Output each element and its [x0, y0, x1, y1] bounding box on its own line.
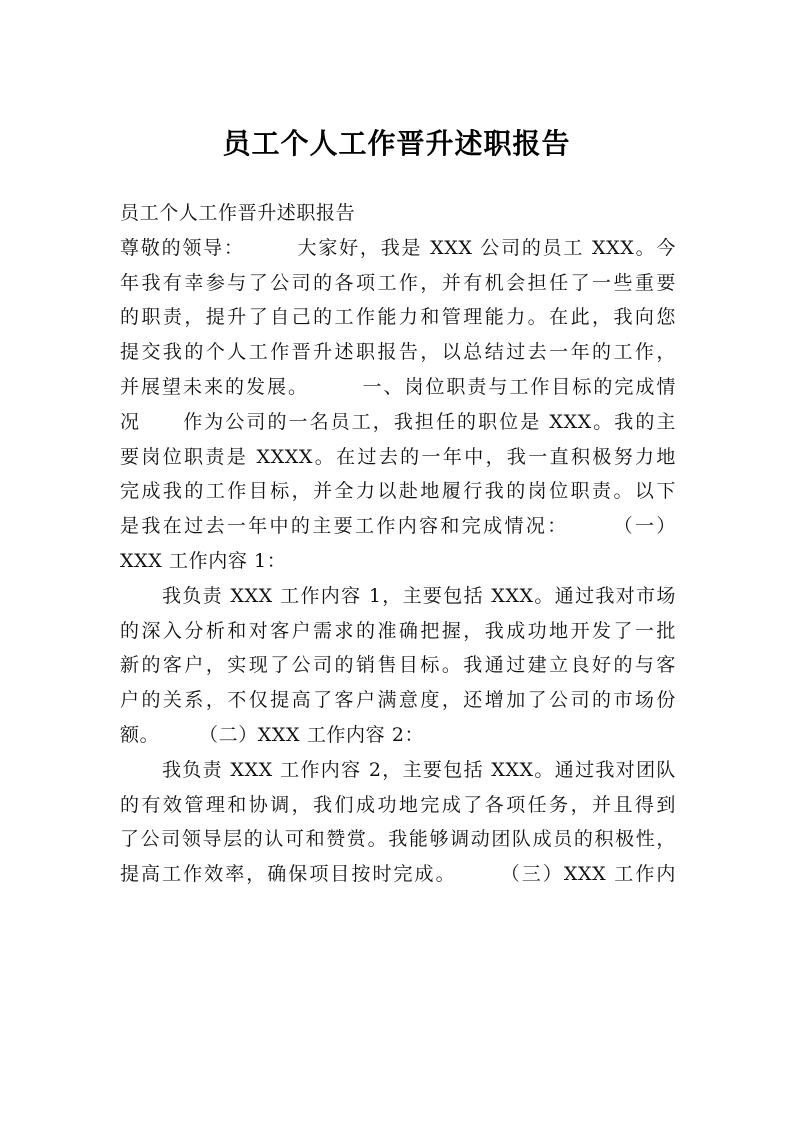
- body-line: 了公司领导层的认可和赞赏。我能够调动团队成员的积极性，: [120, 828, 676, 851]
- body-line: 我负责 XXX 工作内容 1，主要包括 XXX。通过我对市场: [162, 584, 676, 607]
- body-line: XXX 工作内容 1：: [120, 549, 287, 572]
- document-body: [120, 196, 676, 892]
- body-line: 员工个人工作晋升述职报告: [120, 202, 356, 224]
- body-line: 并展望未来的发展。 一、岗位职责与工作目标的完成情: [120, 375, 676, 398]
- body-line: 年我有幸参与了公司的各项工作，并有机会担任了一些重要: [120, 271, 676, 294]
- body-line: 是我在过去一年中的主要工作内容和完成情况： （一）: [120, 515, 676, 538]
- document-title: 员工个人工作晋升述职报告: [222, 127, 571, 160]
- body-line: 的职责，提升了自己的工作能力和管理能力。在此，我向您: [120, 306, 676, 329]
- body-line: 况 作为公司的一名员工，我担任的职位是 XXX。我的主: [120, 410, 676, 433]
- body-line: 的有效管理和协调，我们成功地完成了各项任务，并且得到: [120, 793, 676, 816]
- body-line: 新的客户，实现了公司的销售目标。我通过建立良好的与客: [120, 654, 676, 677]
- body-line: 提高工作效率，确保项目按时完成。 （三）XXX 工作内: [120, 863, 676, 886]
- body-line: 提交我的个人工作晋升述职报告，以总结过去一年的工作，: [120, 341, 676, 364]
- body-line: 完成我的工作目标，并全力以赴地履行我的岗位职责。以下: [120, 480, 676, 503]
- body-line: 户的关系，不仅提高了客户满意度，还增加了公司的市场份: [120, 689, 676, 712]
- body-line: 尊敬的领导： 大家好，我是 XXX 公司的员工 XXX。今: [120, 236, 676, 259]
- body-line: 要岗位职责是 XXXX。在过去的一年中，我一直积极努力地: [120, 445, 676, 468]
- body-line: 额。 （二）XXX 工作内容 2：: [120, 723, 425, 746]
- body-line: 的深入分析和对客户需求的准确把握，我成功地开发了一批: [120, 619, 676, 642]
- body-line: 我负责 XXX 工作内容 2，主要包括 XXX。通过我对团队: [162, 758, 676, 781]
